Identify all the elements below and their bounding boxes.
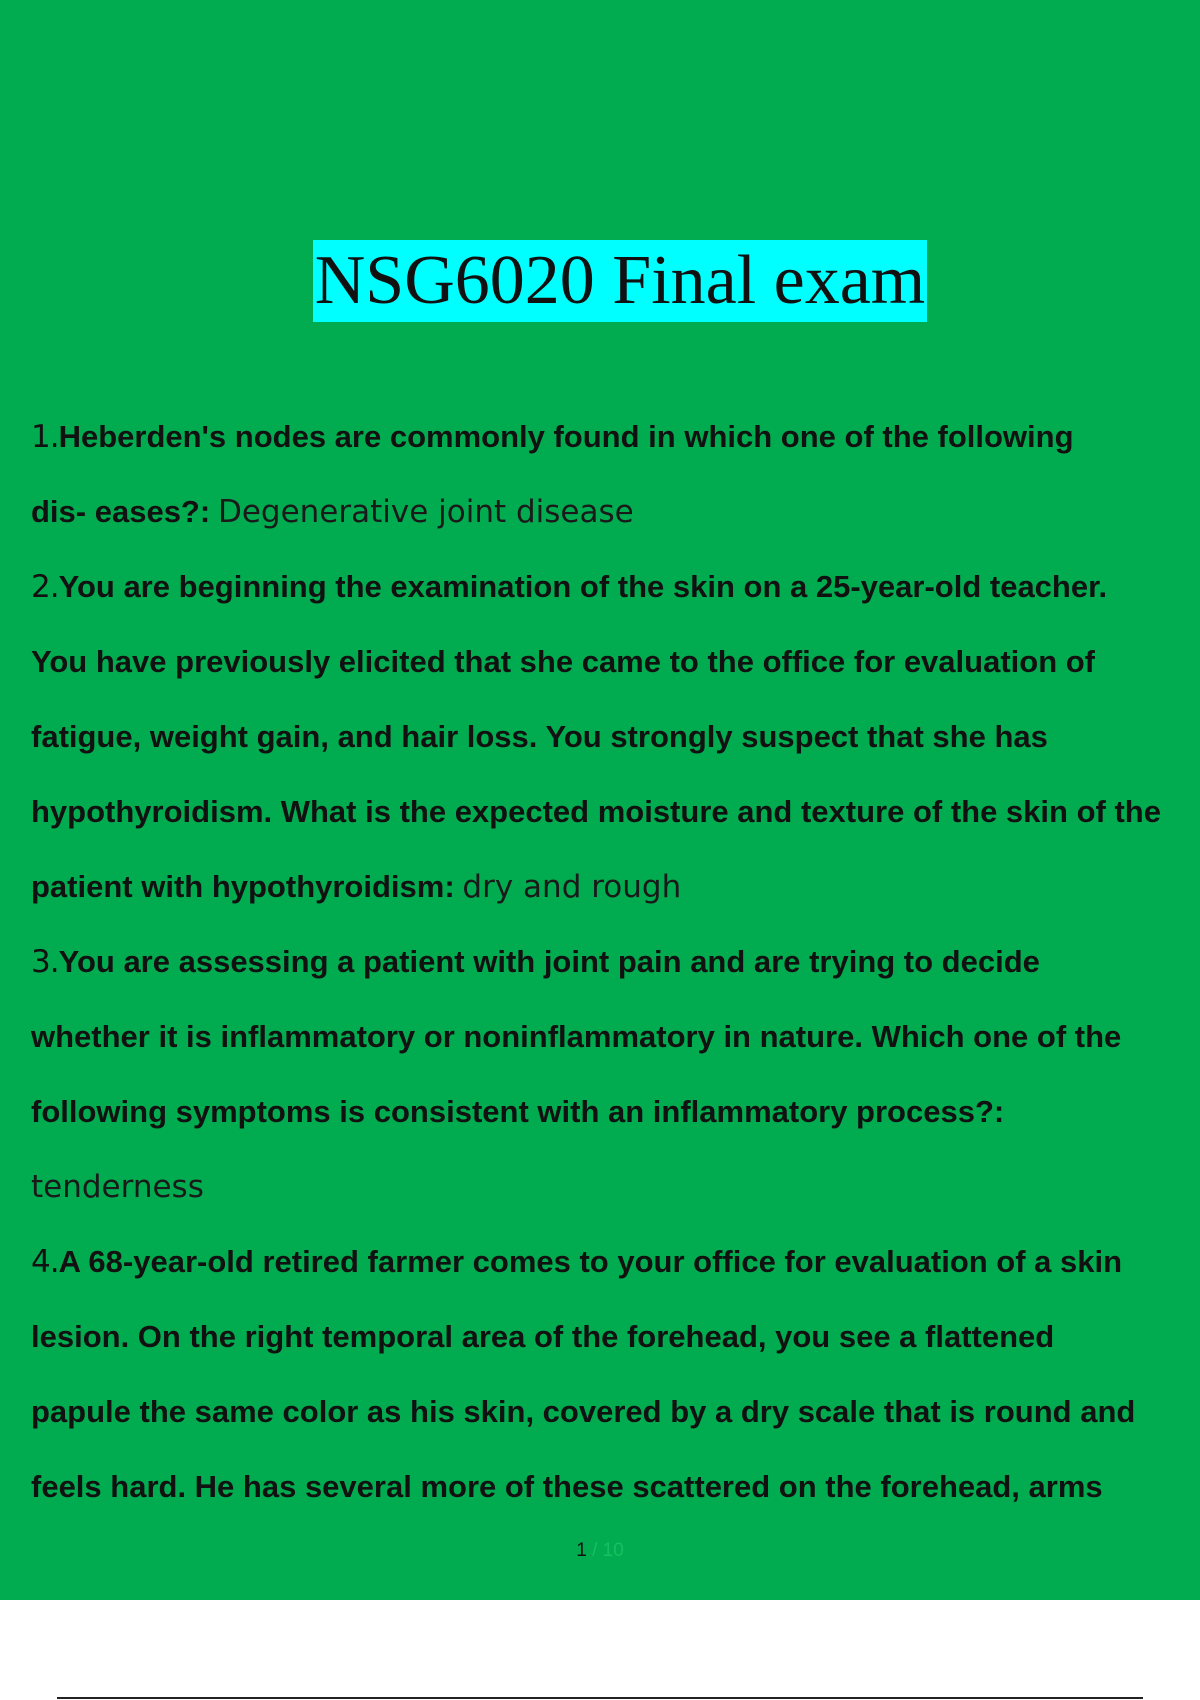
- document-title: NSG6020 Final exam: [313, 240, 928, 322]
- question-line: [31, 624, 1200, 699]
- page-total: / 10: [586, 1540, 624, 1561]
- page-divider: [57, 1697, 1143, 1699]
- question-number: 2.: [31, 569, 59, 605]
- question-list: [31, 399, 1200, 1524]
- question-text: hypothyroidism. What is the expected moisture and texture of the skin of the: [31, 794, 1161, 829]
- question-text: You have previously elicited that she came to the office for evaluation of: [31, 644, 1096, 679]
- question-number: 4.: [31, 1244, 59, 1280]
- question-line: [31, 774, 1200, 849]
- answer-text: Degenerative joint disease: [217, 494, 634, 530]
- answer-text: dry and rough: [462, 869, 682, 905]
- title-container: [0, 240, 1200, 322]
- page-indicator: [0, 1540, 1200, 1562]
- question-line: [31, 999, 1200, 1074]
- page-current: 1: [576, 1540, 587, 1561]
- question-text: You are beginning the examination of the skin on a 25-year-old teacher.: [58, 569, 1108, 604]
- question-text: following symptoms is consistent with an inflammatory process?:: [31, 1094, 1005, 1129]
- question-number: 3.: [31, 944, 59, 980]
- question-text: fatigue, weight gain, and hair loss. You strongly suspect that she has: [31, 719, 1048, 754]
- question-line: [31, 1224, 1200, 1299]
- question-line: [31, 1374, 1200, 1449]
- question-text: feels hard. He has several more of these scattered on the forehead, arms: [31, 1469, 1103, 1504]
- question-line: [31, 1449, 1200, 1524]
- question-text: A 68-year-old retired farmer comes to your office for evaluation of a skin: [58, 1244, 1123, 1279]
- question-text: dis- eases?:: [31, 494, 211, 529]
- question-text: lesion. On the right temporal area of the forehead, you see a flattened: [31, 1319, 1055, 1354]
- question-line: [31, 699, 1200, 774]
- question-line: [31, 1074, 1200, 1149]
- question-text: You are assessing a patient with joint pain and are trying to decide: [58, 944, 1040, 979]
- question-line: [31, 924, 1200, 999]
- question-line: [31, 549, 1200, 624]
- question-text: Heberden's nodes are commonly found in which one of the following: [58, 419, 1074, 454]
- question-text: papule the same color as his skin, covered by a dry scale that is round and: [31, 1394, 1136, 1429]
- question-line: [31, 1299, 1200, 1374]
- question-text: patient with hypothyroidism:: [31, 869, 455, 904]
- question-number: 1.: [31, 419, 59, 455]
- question-line: [31, 849, 1200, 924]
- answer-text: tenderness: [31, 1169, 204, 1205]
- question-text: whether it is inflammatory or noninflammatory in nature. Which one of the: [31, 1019, 1122, 1054]
- question-line: [31, 1149, 1200, 1224]
- question-line: [31, 399, 1200, 474]
- question-line: [31, 474, 1200, 549]
